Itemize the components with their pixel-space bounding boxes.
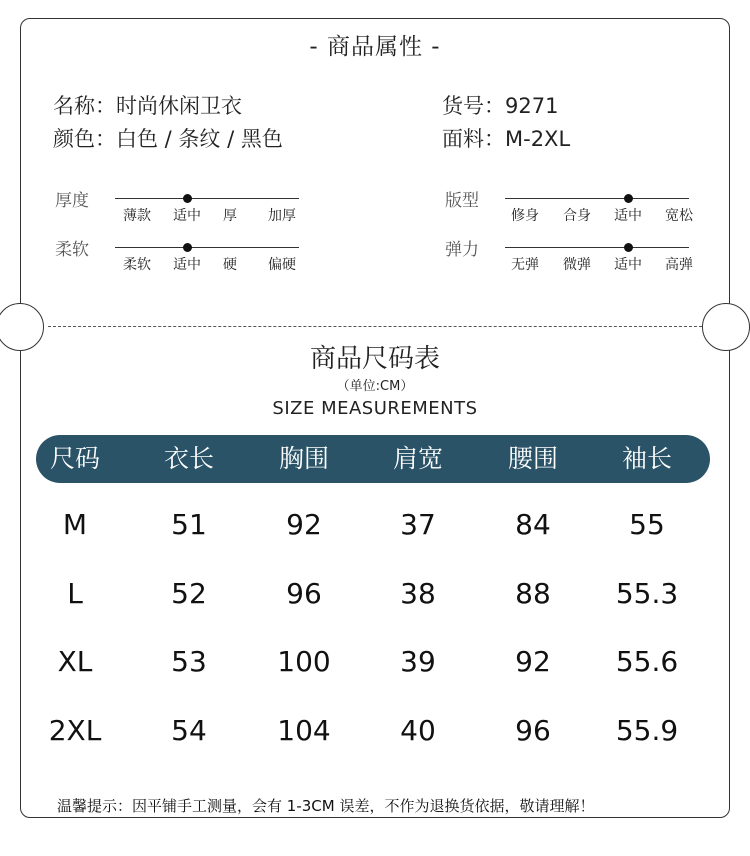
scale-option: 修身	[511, 208, 539, 224]
table-cell: 92	[515, 645, 551, 678]
table-cell: 100	[277, 645, 331, 678]
table-cell: 96	[515, 714, 551, 747]
size-table-header	[36, 435, 710, 483]
scale-marker	[624, 194, 633, 203]
table-cell: 39	[400, 645, 436, 678]
scale-option: 宽松	[665, 208, 693, 224]
column-header: 衣长	[163, 444, 215, 473]
scale-label: 厚度	[55, 191, 89, 211]
scale-option: 加厚	[268, 208, 296, 224]
table-cell: 52	[171, 577, 207, 610]
size-chart-subtitle: SIZE MEASUREMENTS	[272, 398, 478, 419]
table-cell: 40	[400, 714, 436, 747]
table-cell: 37	[400, 508, 436, 541]
scale-label: 版型	[445, 191, 479, 211]
product-name: 名称：时尚休闲卫衣	[53, 94, 242, 118]
scale-track	[115, 198, 299, 199]
table-cell: M	[62, 508, 88, 541]
scale-option: 厚	[223, 208, 237, 224]
table-cell: 55	[629, 508, 665, 541]
attributes-title: - 商品属性 -	[309, 34, 441, 60]
table-cell: 53	[171, 645, 207, 678]
scale-label: 柔软	[55, 240, 89, 260]
table-cell: 55.3	[615, 577, 679, 610]
table-cell: 2XL	[48, 714, 102, 747]
dashed-divider	[48, 326, 702, 327]
table-cell: 84	[515, 508, 551, 541]
scale-option: 高弹	[665, 257, 693, 273]
product-fabric: 面料：M-2XL	[442, 127, 571, 151]
table-cell: 55.9	[615, 714, 679, 747]
table-cell: 88	[515, 577, 551, 610]
table-cell: 92	[286, 508, 322, 541]
scale-option: 适中	[614, 208, 642, 224]
scale-option: 无弹	[511, 257, 539, 273]
item-number: 货号：9271	[442, 94, 559, 118]
table-cell: 104	[277, 714, 331, 747]
column-header: 肩宽	[392, 444, 444, 473]
scale-marker	[183, 194, 192, 203]
product-colors: 颜色：白色 / 条纹 / 黑色	[53, 127, 283, 151]
scale-track	[505, 198, 689, 199]
scale-option: 适中	[173, 257, 201, 273]
table-cell: L	[67, 577, 83, 610]
scale-option: 薄款	[123, 208, 151, 224]
column-header: 尺码	[49, 444, 101, 473]
measurement-note: 温馨提示：因平铺手工测量，会有 1-3CM 误差，不作为退换货依据，敬请理解！	[57, 797, 595, 815]
scale-label: 弹力	[445, 240, 479, 260]
column-header: 胸围	[278, 444, 330, 473]
table-cell: 51	[171, 508, 207, 541]
table-cell: 38	[400, 577, 436, 610]
table-cell: 54	[171, 714, 207, 747]
scale-marker	[183, 243, 192, 252]
scale-track	[115, 247, 299, 248]
scale-track	[505, 247, 689, 248]
scale-option: 合身	[563, 208, 591, 224]
scale-option: 硬	[223, 257, 237, 273]
size-chart-title: 商品尺码表	[309, 344, 440, 374]
scale-option: 柔软	[123, 257, 151, 273]
scale-option: 适中	[173, 208, 201, 224]
table-cell: XL	[57, 645, 93, 678]
scale-option: 偏硬	[268, 257, 296, 273]
column-header: 腰围	[507, 444, 559, 473]
column-header: 袖长	[621, 444, 673, 473]
scale-marker	[624, 243, 633, 252]
scale-option: 适中	[614, 257, 642, 273]
size-chart-unit: （单位:CM）	[336, 379, 414, 394]
table-cell: 55.6	[615, 645, 679, 678]
scale-option: 微弹	[563, 257, 591, 273]
table-cell: 96	[286, 577, 322, 610]
